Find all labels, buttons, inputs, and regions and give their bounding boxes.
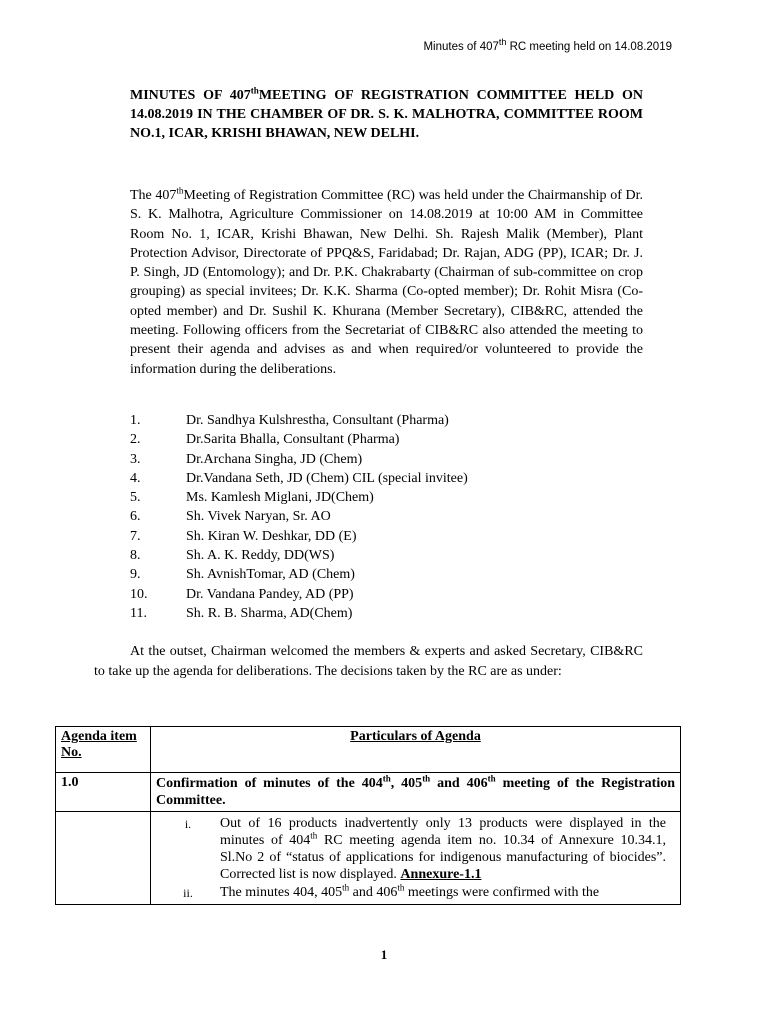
document-title: MINUTES OF 407thMEETING OF REGISTRATION COMMITTEE HELD ON 14.08.2019 IN THE CHAMBER OF DR. S. K. MALHOTRA, COMMITTEE ROOM NO.1, ICAR, KRISHI BHAWAN, NEW DELHI. xyxy=(130,85,643,141)
list-item: 11. Sh. R. B. Sharma, AD(Chem) xyxy=(130,605,353,621)
sub-item-ii: ii. The minutes 404, 405th and 406th meetings were confirmed with the xyxy=(183,882,600,900)
list-item: 3. Dr.Archana Singha, JD (Chem) xyxy=(130,451,363,467)
list-item: 5. Ms. Kamlesh Miglani, JD(Chem) xyxy=(130,490,374,506)
table-header-row xyxy=(56,727,681,773)
list-item: 8. Sh. A. K. Reddy, DD(WS) xyxy=(130,548,335,564)
agenda-table xyxy=(55,726,681,905)
agenda-details xyxy=(151,812,681,905)
running-header: Minutes of 407th RC meeting held on 14.08.2019 xyxy=(423,37,672,53)
list-item: 10. Dr. Vandana Pandey, AD (PP) xyxy=(130,586,354,602)
page-number: 1 xyxy=(380,947,388,962)
table-row xyxy=(56,812,681,905)
agenda-item-number: 1.0 xyxy=(56,773,151,812)
table-row xyxy=(56,773,681,812)
particulars-header: Particulars of Agenda xyxy=(151,727,681,773)
list-item: 1. Dr. Sandhya Kulshrestha, Consultant (Pharma) xyxy=(130,413,449,428)
agenda-no-header: Agenda item No. xyxy=(56,727,151,773)
intro-paragraph: The 407thMeeting of Registration Committee (RC) was held under the Chairmanship of Dr. S. K. Malhotra, Agriculture Commissioner on 14.08.2019 at 10:00 AM in Committee Room No. 1, ICAR, Krishi Bhawan, New Delhi. Sh. Rajesh Malik (Member), Plant Protection Advisor, Directorate of PPQ&S, Faridabad; Dr. Rajan, ADG (PP), ICAR; Dr. J. P. Singh, JD (Entomology); and Dr. P.K. Chakrabarty (Chairman of sub-committee on crop grouping) as special invitees; Dr. K.K. Sharma (Co-opted member); Dr. Rohit Misra (Co-opted member) and Dr. Sushil K. Khurana (Member Secretary), CIB&RC, attended the meeting. Following officers from the Secretariat of CIB&RC also attended the meeting to present their agenda and advises as and when required/or volunteered to provide the information during the deliberations. xyxy=(130,185,643,377)
attendee-list xyxy=(130,411,643,623)
agenda-item-title: Confirmation of minutes of the 404th, 405th and 406th meeting of the Registration Committee. xyxy=(151,773,681,812)
annexure-reference: Annexure-1.1 xyxy=(400,867,482,882)
list-item: 6. Sh. Vivek Naryan, Sr. AO xyxy=(130,509,331,525)
list-item: 9. Sh. AvnishTomar, AD (Chem) xyxy=(130,567,355,583)
empty-cell xyxy=(56,812,151,905)
list-item: 4. Dr.Vandana Seth, JD (Chem) CIL (special invitee) xyxy=(130,470,468,486)
list-item: 7. Sh. Kiran W. Deshkar, DD (E) xyxy=(130,528,357,544)
sub-item-i: i. Out of 16 products inadvertently only 13 products were displayed in the minutes of 404th RC meeting agenda item no. 10.34 of Annexure 10.34.1, Sl.No 2 of “status of applications for indigenous manufacturing of biocides”. Corrected list is now displayed. Annexure-1.1 xyxy=(184,816,667,882)
list-item: 2. Dr.Sarita Bhalla, Consultant (Pharma) xyxy=(130,432,400,448)
outset-paragraph: At the outset, Chairman welcomed the members & experts and asked Secretary, CIB&RC to take up the agenda for deliberations. The decisions taken by the RC are as under: xyxy=(94,644,643,679)
